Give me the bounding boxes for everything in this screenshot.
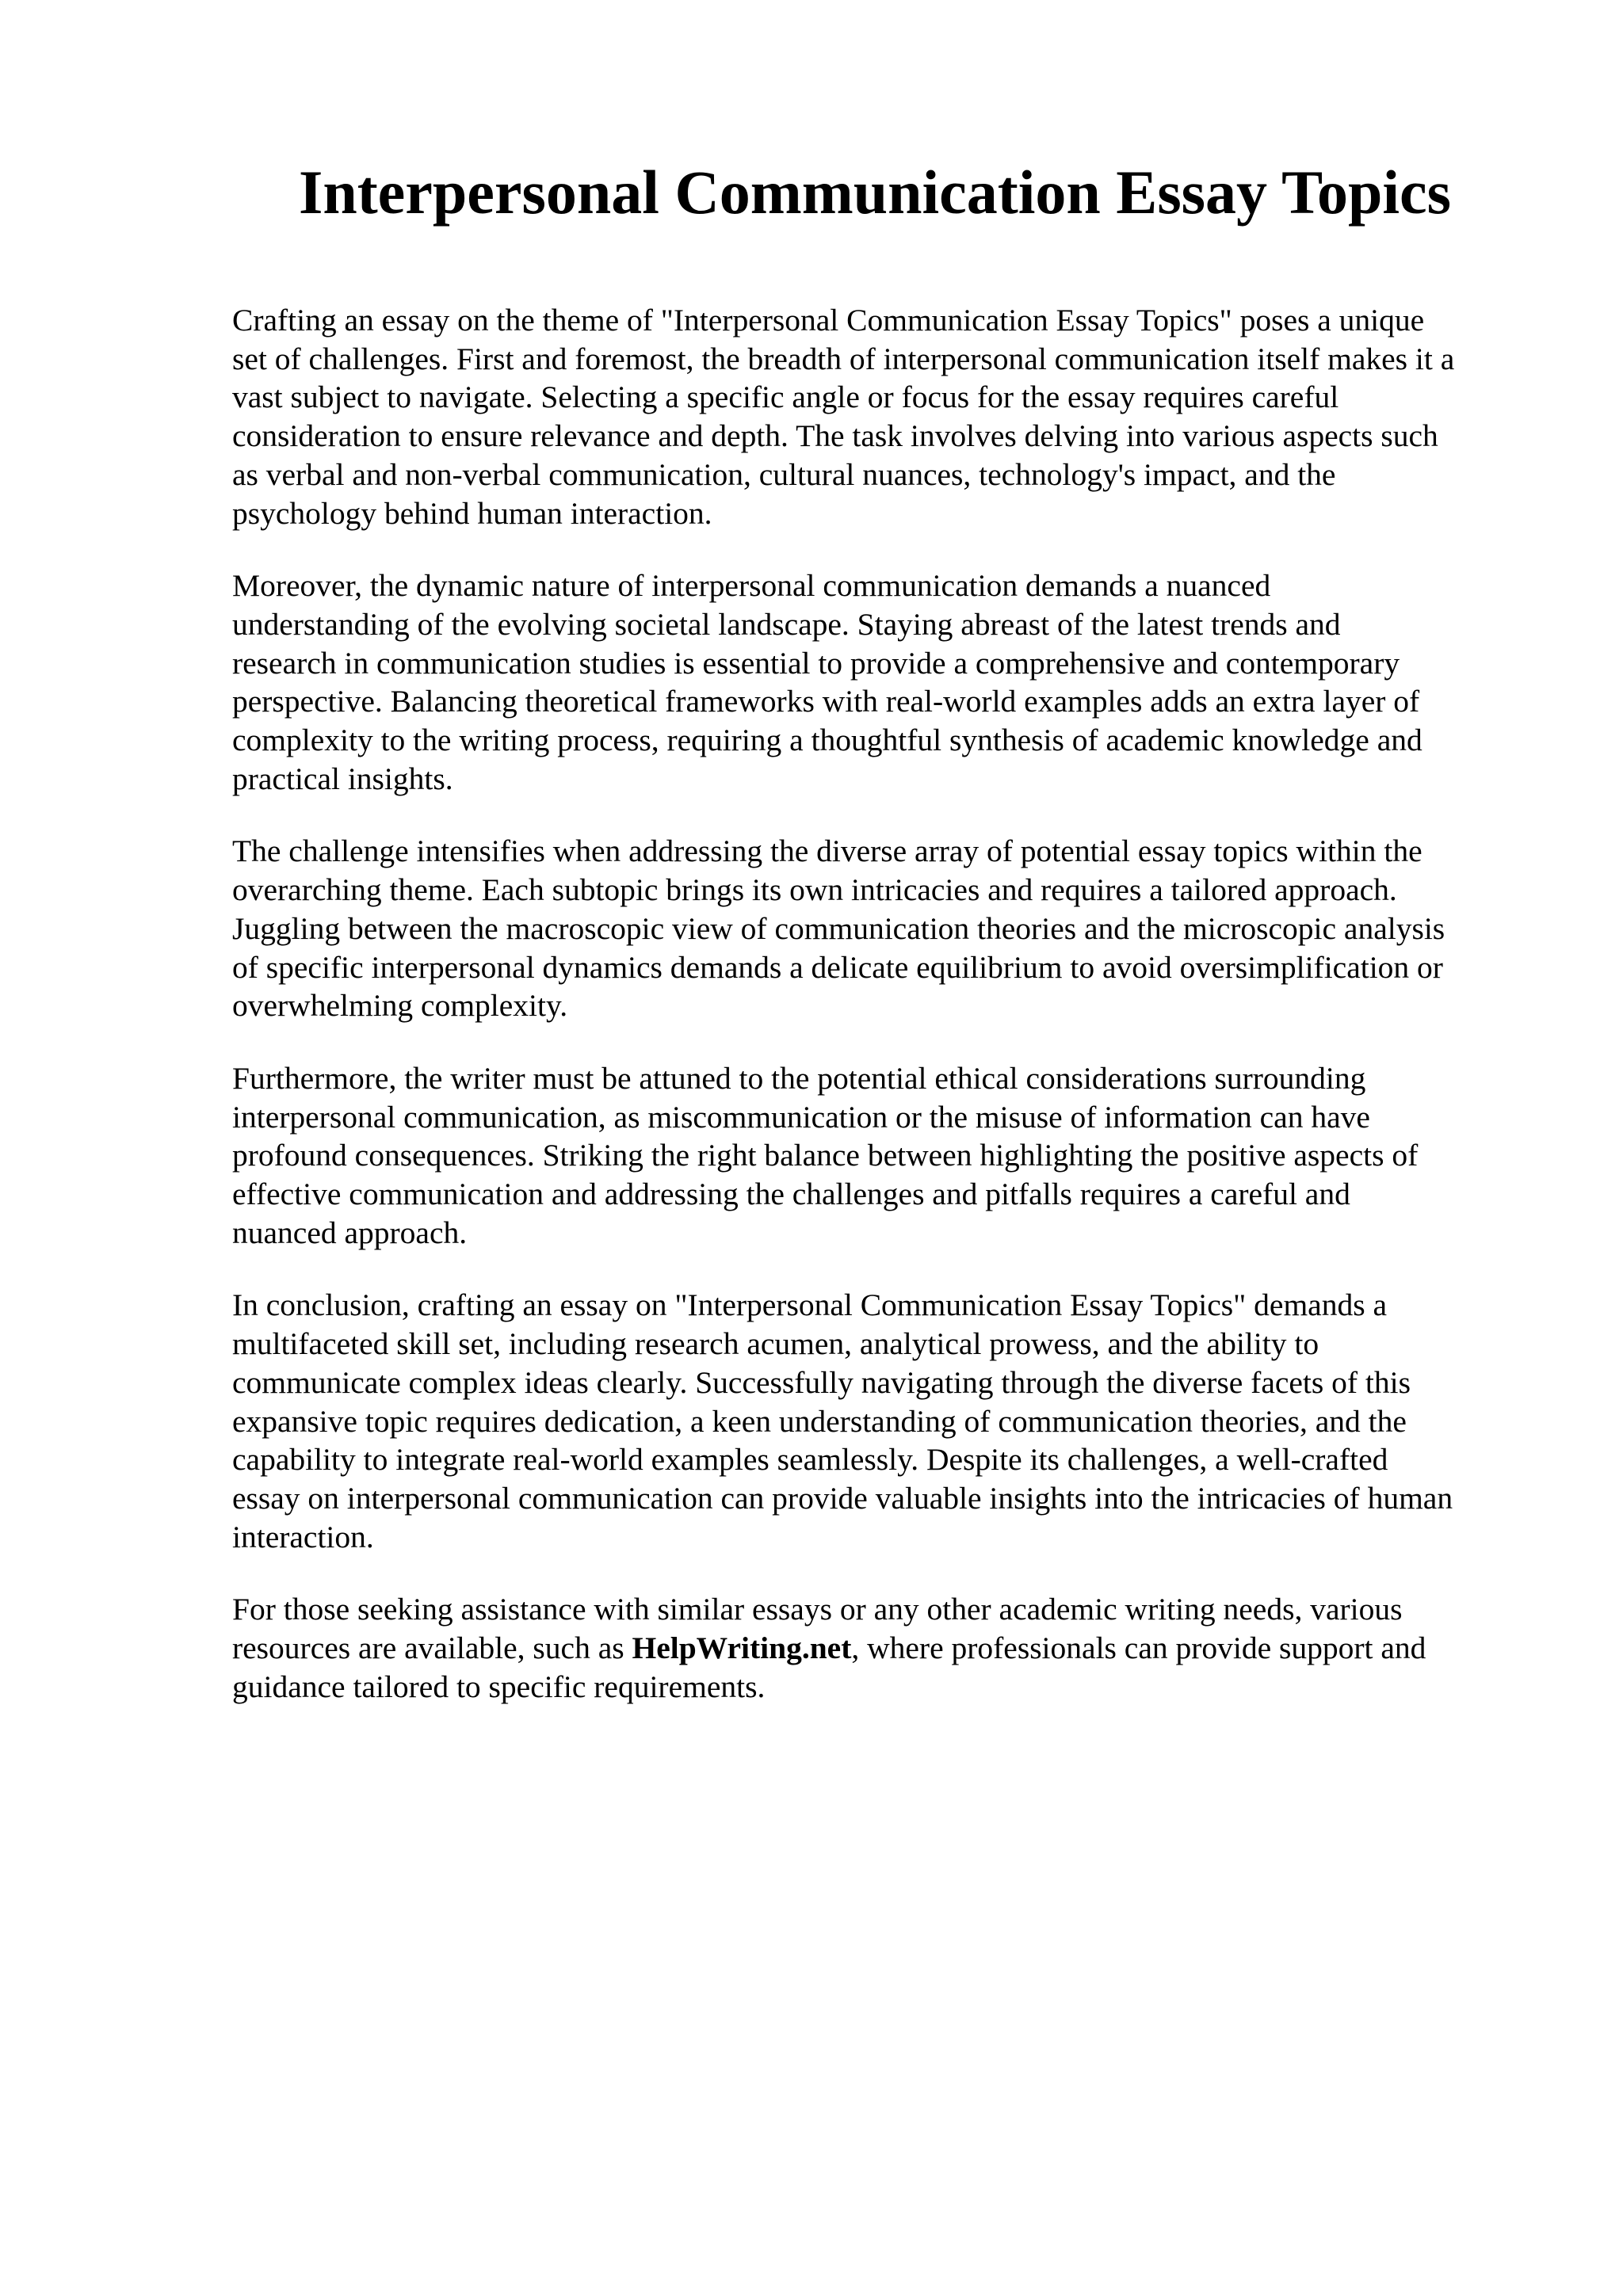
helpwriting-brand-text: HelpWriting.net	[632, 1630, 852, 1666]
text-line: overwhelming complexity.	[232, 988, 568, 1024]
text-fragment: , where professionals can provide support and	[851, 1630, 1426, 1666]
text-line: as verbal and non-verbal communication, cultural nuances, technology's impact, and the	[232, 456, 1336, 492]
text-line: overarching theme. Each subtopic brings its own intricacies and requires a tailored approach.	[232, 872, 1397, 908]
text-fragment: resources are available, such as	[232, 1630, 632, 1666]
text-line: consideration to ensure relevance and depth. The task involves delving into various aspects such	[232, 418, 1438, 454]
text-line: capability to integrate real-world examples seamlessly. Despite its challenges, a well-crafted	[232, 1442, 1388, 1478]
text-line: multifaceted skill set, including research acumen, analytical prowess, and the ability to	[232, 1326, 1319, 1362]
text-line: set of challenges. First and foremost, the breadth of interpersonal communication itself makes it a	[232, 341, 1455, 376]
text-line: Furthermore, the writer must be attuned to the potential ethical considerations surrounding	[232, 1060, 1366, 1096]
text-line: In conclusion, crafting an essay on "Interpersonal Communication Essay Topics" demands a	[232, 1287, 1387, 1323]
paragraph-3	[232, 832, 1520, 1025]
text-line: understanding of the evolving societal landscape. Staying abreast of the latest trends and	[232, 606, 1341, 642]
text-line: essay on interpersonal communication can provide valuable insights into the intricacies of human	[232, 1480, 1453, 1516]
paragraph-5	[232, 1286, 1520, 1556]
page-title: Interpersonal Communication Essay Topics	[298, 158, 1452, 227]
text-line: guidance tailored to specific requirements.	[232, 1669, 766, 1704]
text-line: Juggling between the macroscopic view of communication theories and the microscopic analysis	[232, 910, 1445, 946]
text-line: nuanced approach.	[232, 1215, 468, 1250]
text-line: effective communication and addressing the challenges and pitfalls requires a careful and	[232, 1177, 1350, 1212]
text-line: complexity to the writing process, requiring a thoughtful synthesis of academic knowledge and	[232, 723, 1423, 758]
text-line: interaction.	[232, 1519, 374, 1554]
text-line: research in communication studies is essential to provide a comprehensive and contemporary	[232, 645, 1400, 681]
text-line: Crafting an essay on the theme of "Interpersonal Communication Essay Topics" poses a unique	[232, 303, 1425, 338]
text-line: For those seeking assistance with similar essays or any other academic writing needs, various	[232, 1592, 1403, 1627]
essay-body	[232, 301, 1520, 1741]
text-line: expansive topic requires dedication, a keen understanding of communication theories, and the	[232, 1403, 1407, 1439]
text-line: practical insights.	[232, 761, 453, 796]
closing-paragraph	[232, 1590, 1520, 1706]
text-line: communicate complex ideas clearly. Successfully navigating through the diverse facets of this	[232, 1364, 1411, 1400]
text-line: perspective. Balancing theoretical frameworks with real-world examples adds an extra layer of	[232, 684, 1420, 719]
text-line: The challenge intensifies when addressing the diverse array of potential essay topics within the	[232, 833, 1423, 869]
text-line: Moreover, the dynamic nature of interpersonal communication demands a nuanced	[232, 568, 1271, 604]
text-line-with-brand	[232, 1629, 1520, 1668]
paragraph-1	[232, 301, 1520, 532]
paragraph-2	[232, 566, 1520, 798]
text-line: interpersonal communication, as miscommunication or the misuse of information can have	[232, 1099, 1370, 1135]
text-line: of specific interpersonal dynamics demands a delicate equilibrium to avoid oversimplification or	[232, 949, 1443, 985]
text-line: psychology behind human interaction.	[232, 495, 712, 531]
text-line: profound consequences. Striking the right balance between highlighting the positive aspects of	[232, 1138, 1419, 1173]
paragraph-4	[232, 1059, 1520, 1253]
text-line: vast subject to navigate. Selecting a specific angle or focus for the essay requires careful	[232, 379, 1339, 415]
